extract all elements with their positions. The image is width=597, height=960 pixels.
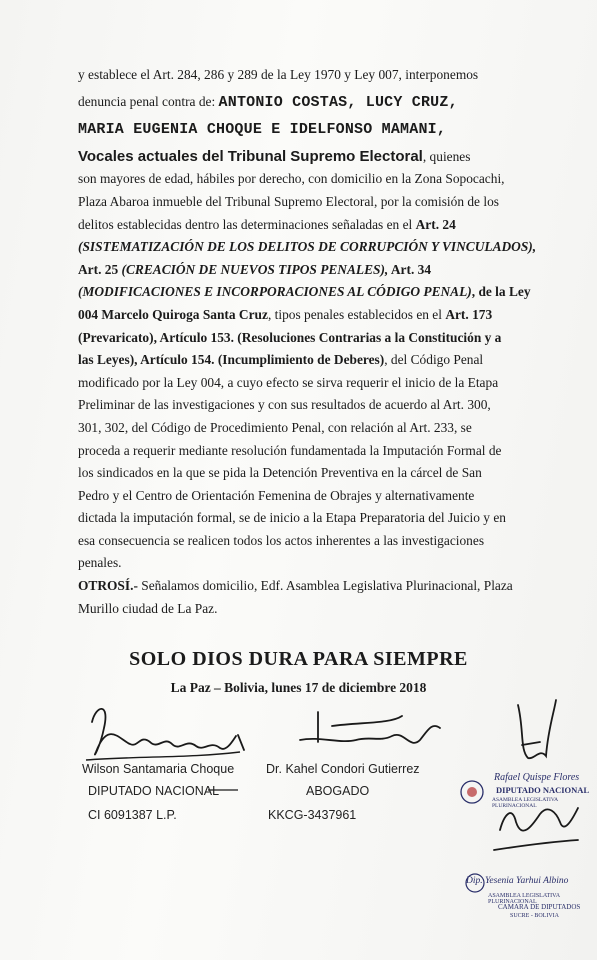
signatory-left-title: DIPUTADO NACIONAL — [88, 784, 220, 798]
stamp2-city: SUCRE - BOLIVIA — [510, 913, 559, 919]
signature-yesenia — [494, 808, 578, 850]
signatory-left-name: Wilson Santamaria Choque — [82, 762, 235, 776]
signature-wilson — [92, 709, 244, 755]
law-name: 004 Marcelo Quiroga Santa Cruz — [78, 306, 268, 322]
text-run: y establece el Art. 284, 286 y 289 de la Ley 1970 y Ley 007, interponemos — [78, 67, 479, 82]
signature-rafael — [518, 700, 556, 758]
text-run: Señalamos domicilio, Edf. Asamblea Legislativa Plurinacional, Plaza — [137, 578, 513, 594]
text-run: 301, 302, del Código de Procedimiento Penal, con relación al Art. 233, se — [78, 419, 472, 435]
text-run: Plaza Abaroa inmueble del Tribunal Supremo Electoral, por la comisión de los — [78, 193, 499, 209]
article-ref: Art. 34 — [388, 261, 432, 277]
text-run: modificado por la Ley 004, a cuyo efecto se sirva requerir el inicio de la Etapa — [78, 374, 499, 390]
text-run: esa consecuencia se realicen todos los actos inherentes a las investigaciones — [78, 532, 485, 548]
stamp1-org: ASAMBLEA LEGISLATIVA PLURINACIONAL — [492, 797, 558, 809]
text-run: dictada la imputación formal, se de inicio a la Etapa Preparatoria del Juicio y en — [78, 510, 506, 526]
signatory-middle-id: KKCG-3437961 — [268, 808, 357, 822]
accused-names: ANTONIO COSTAS, LUCY CRUZ, — [218, 93, 458, 111]
text-run: , tipos penales establecidos en el — [267, 306, 446, 322]
text-run: los sindicados en la que se pida la Detención Preventiva en la cárcel de San — [78, 465, 482, 481]
signatory-left-id: CI 6091387 L.P. — [88, 808, 177, 822]
otrosi-label: OTROSÍ.- — [78, 578, 138, 594]
stamp2-org: ASAMBLEA LEGISLATIVA PLURINACIONAL — [488, 893, 560, 905]
accused-names: MARIA EUGENIA CHOQUE E IDELFONSO MAMANI, — [78, 121, 447, 139]
article-ref: Art. 25 — [78, 261, 119, 277]
article-title: (CREACIÓN DE NUEVOS TIPOS PENALES), — [118, 261, 389, 277]
text-run: penales. — [78, 555, 122, 571]
text-run: Preliminar de las investigaciones y con sus resultados de acuerdo al Art. 300, — [78, 397, 491, 413]
stamp2-name: Dip. Yesenia Yarhui Albino — [466, 876, 569, 886]
stamp1-title: DIPUTADO NACIONAL — [496, 785, 590, 795]
dateline: La Paz – Bolivia, lunes 17 de diciembre 2018 — [170, 680, 427, 695]
text-run: delitos establecidas dentro las determinaciones señaladas en el — [78, 216, 416, 232]
article-title: (MODIFICACIONES E INCORPORACIONES AL CÓDIGO PENAL) — [78, 284, 472, 300]
accused-role: Vocales actuales del Tribunal Supremo Electoral — [78, 147, 423, 165]
stamp2-chamber: CAMARA DE DIPUTADOS — [498, 903, 581, 911]
motto: SOLO DIOS DURA PARA SIEMPRE — [129, 648, 468, 670]
signature-kahel — [300, 712, 440, 743]
signature-wilson-stroke — [86, 752, 240, 760]
text-run: Pedro y el Centro de Orientación Femenina de Obrajes y alternativamente — [78, 487, 475, 503]
article-ref: Art. 173 — [445, 306, 493, 322]
text-run: , de la Ley — [471, 284, 531, 300]
text-run: denuncia penal contra de: — [78, 93, 219, 109]
article-ref: Art. 24 — [415, 216, 456, 232]
signatory-middle-title: ABOGADO — [306, 784, 370, 798]
text-run: , del Código Penal — [384, 352, 484, 368]
signatory-middle-name: Dr. Kahel Condori Gutierrez — [266, 762, 420, 776]
text-run: , quienes — [422, 148, 471, 164]
article-title: (SISTEMATIZACIÓN DE LOS DELITOS DE CORRUPCIÓN Y VINCULADOS), — [78, 239, 537, 255]
text-run: proceda a requerir mediante resolución fundamentada la Imputación Formal de — [78, 442, 502, 458]
text-run: Murillo ciudad de La Paz. — [78, 600, 218, 616]
article-ref: las Leyes), Artículo 154. (Incumplimiento de Deberes) — [78, 352, 385, 368]
article-ref: (Prevaricato), Artículo 153. (Resoluciones Contrarias a la Constitución y a — [78, 329, 502, 345]
stamp1-name: Rafael Quispe Flores — [494, 772, 580, 783]
text-run: son mayores de edad, hábiles por derecho, con domicilio en la Zona Sopocachi, — [78, 171, 505, 187]
